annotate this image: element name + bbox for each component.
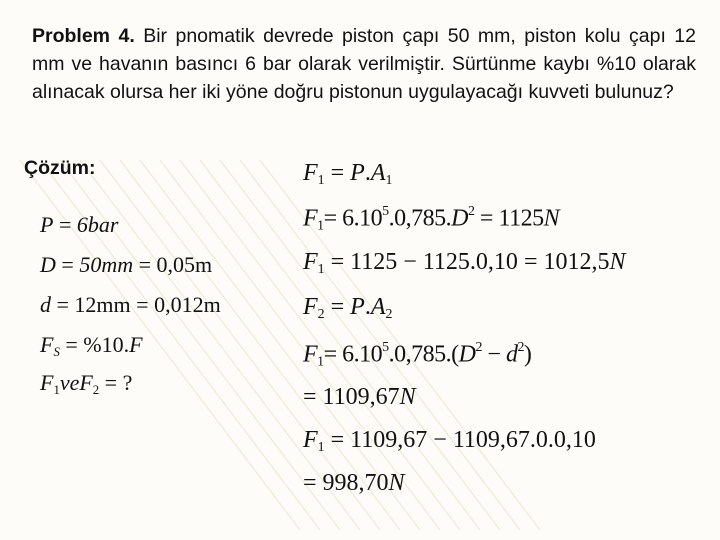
given-piston-diameter: D = 50mm = 0,05m — [40, 252, 213, 277]
eq-f2-net: $F_1 = 1109,67 - 1109,67.0.0,10$ — [303, 427, 596, 456]
given-friction: $F_S = \%10.F$ — [40, 332, 143, 359]
given-pressure: P = 6bar — [40, 212, 119, 237]
solution-label: Çözüm: — [24, 157, 96, 179]
eq-f1-formula: $F_1 = P.A_1$ — [303, 160, 393, 189]
eq-f1-calc: $F_1= 6.10^5.0,785.D^2 = 1125N$ — [303, 204, 560, 234]
problem-label: Problem 4. — [32, 25, 135, 47]
eq-f2-formula: $F_2 = P.A_2$ — [303, 294, 393, 323]
eq-f2-net-result: = 998,70N — [303, 470, 405, 496]
problem-text: Bir pnomatik devrede piston çapı 50 mm, piston kolu çapı 12 mm ve havanın basıncı 6 bar olarak verilmiştir. Sürtünme kaybı %10 olarak alınacak olursa her iki yöne doğru pistonun uygulayacağı kuvveti bulunuz? — [32, 25, 696, 103]
eq-f2-calc: $F_1= 6.10^5.0,785.(D^2 - d^2)$ — [303, 340, 532, 370]
eq-f2-result: = 1109,67N — [303, 384, 416, 410]
problem-statement — [32, 22, 696, 106]
given-unknown: $F_1veF_2$ = ? — [40, 370, 133, 397]
given-rod-diameter: d = 12mm = 0,012m — [40, 292, 221, 317]
eq-f1-net: $F_1 = 1125 - 1125.0,10 = 1012,5N$ — [303, 249, 626, 278]
